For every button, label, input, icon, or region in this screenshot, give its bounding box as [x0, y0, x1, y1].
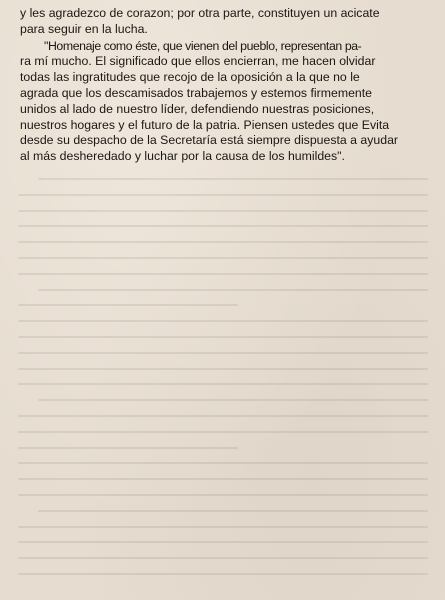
bleed-through-line [18, 241, 428, 243]
bleed-through-line [18, 557, 428, 559]
bleed-through-line [18, 383, 428, 385]
text-line: agrada que los descamisados trabajemos y estemos firmemente [20, 85, 372, 100]
text-line: desde su despacho de la Secretaría está siempre dispuesta a ayudar [20, 133, 399, 148]
text-line: ra mí mucho. El significado que ellos encierran, me hacen olvidar [20, 54, 376, 69]
bleed-through-texture [18, 178, 430, 598]
text-line: "Homenaje como éste, que vienen del pueblo, representan pa- [44, 38, 362, 53]
bleed-through-line [18, 210, 428, 212]
bleed-through-line [38, 399, 428, 401]
bleed-through-line [18, 257, 428, 259]
bleed-through-line [18, 368, 428, 370]
bleed-through-line [18, 431, 428, 433]
text-line: todas las ingratitudes que recojo de la oposición a la que no le [20, 70, 360, 85]
text-line: nuestros hogares y el futuro de la patria. Piensen ustedes que Evita [20, 117, 390, 132]
bleed-through-line [18, 352, 428, 354]
bleed-through-line [18, 320, 428, 322]
speech-text [20, 6, 432, 165]
text-line: unidos al lado de nuestro líder, defendiendo nuestras posiciones, [20, 101, 375, 116]
bleed-through-line [18, 336, 428, 338]
text-line: para seguir en la lucha. [20, 21, 148, 36]
text-line: y les agradezco de corazon; por otra parte, constituyen un acicate [20, 6, 380, 20]
bleed-through-line [18, 225, 428, 227]
bleed-through-line [38, 510, 428, 512]
bleed-through-line [18, 194, 428, 196]
bleed-through-line [18, 494, 428, 496]
bleed-through-line [18, 273, 428, 275]
bleed-through-line [18, 573, 428, 575]
paragraph-quote [20, 39, 432, 165]
bleed-through-line [38, 178, 428, 180]
bleed-through-line [18, 478, 428, 480]
bleed-through-line [18, 415, 428, 417]
bleed-through-line [38, 289, 428, 291]
paragraph-closing [20, 6, 432, 38]
bleed-through-line [18, 462, 428, 464]
bleed-through-line [18, 526, 428, 528]
bleed-through-line [18, 447, 238, 449]
text-line: al más desheredado y luchar por la causa de los humildes". [20, 149, 345, 164]
bleed-through-line [18, 304, 238, 306]
bleed-through-line [18, 541, 428, 543]
